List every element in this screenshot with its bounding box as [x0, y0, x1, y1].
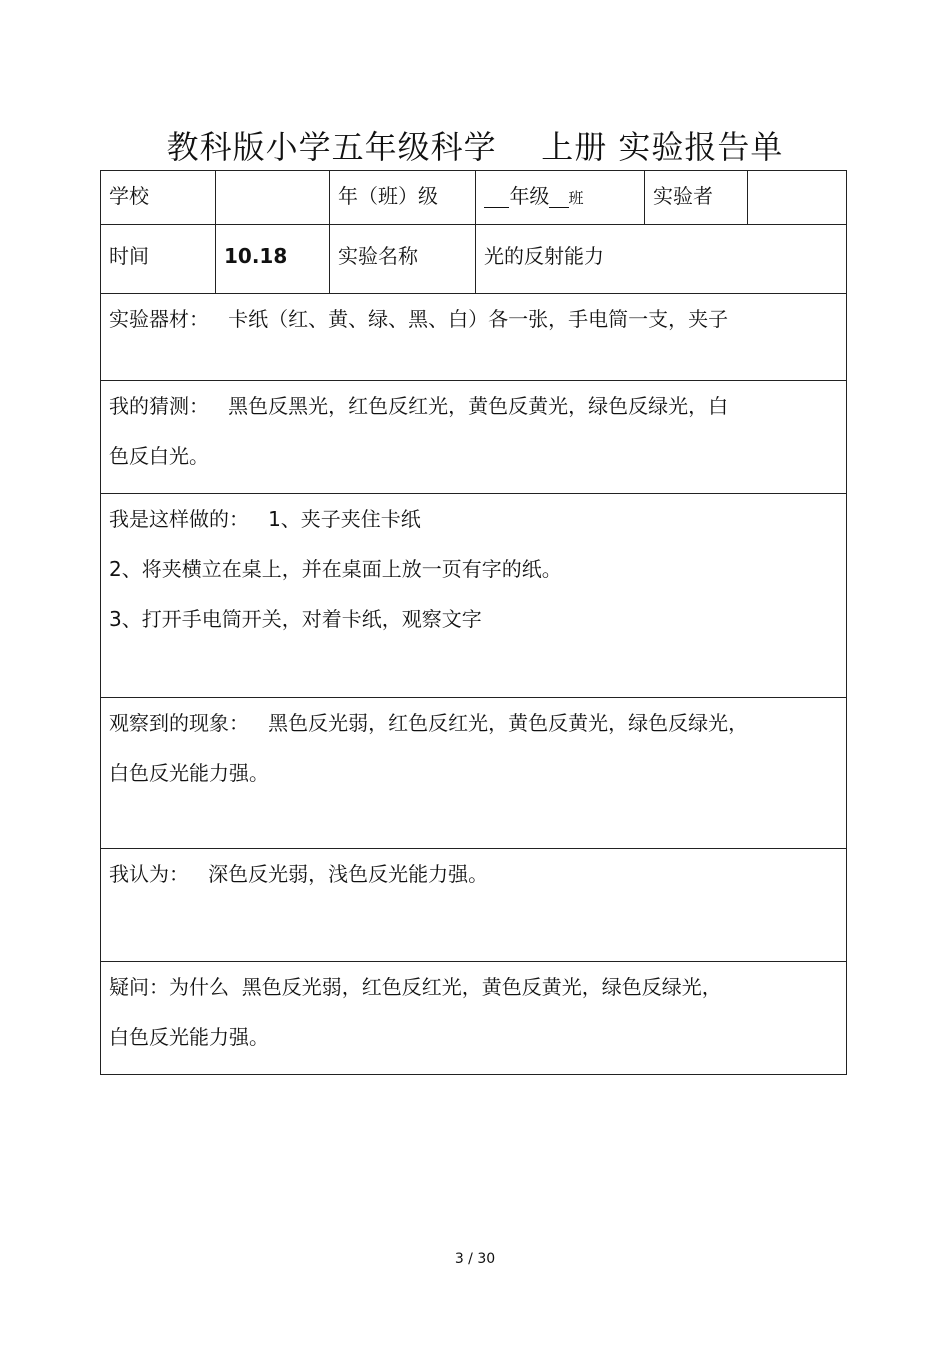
class-label: 年（班）级: [330, 171, 476, 225]
experiment-report-table: [100, 170, 847, 1075]
school-label: 学校: [101, 171, 216, 225]
experimenter-label: 实验者: [645, 171, 748, 225]
school-value[interactable]: [216, 171, 330, 225]
page-number: 3 / 30: [454, 1251, 496, 1267]
procedure-line-2: 2、将夹横立在桌上，并在桌面上放一页有字的纸。: [109, 557, 562, 581]
observation-cell: [101, 698, 847, 849]
class-grade: 年级: [509, 184, 550, 208]
conclusion-cell: [101, 849, 847, 962]
materials-row: [101, 294, 847, 381]
observation-line-1: 观察到的现象： 黑色反光弱，红色反红光，黄色反黄光，绿色反绿光，: [109, 711, 749, 735]
guess-cell: [101, 381, 847, 494]
conclusion-row: [101, 849, 847, 962]
observation-line-2: 白色反光能力强。: [109, 761, 269, 785]
guess-row: [101, 381, 847, 494]
question-line-2: 白色反光能力强。: [109, 1025, 269, 1049]
class-value[interactable]: [476, 171, 645, 225]
experiment-name-label: 实验名称: [330, 225, 476, 294]
question-cell: [101, 962, 847, 1075]
procedure-line-1: 我是这样做的： 1、夹子夹住卡纸: [109, 507, 421, 531]
observation-row: [101, 698, 847, 849]
guess-line-1: 我的猜测： 黑色反黑光，红色反红光，黄色反黄光，绿色反绿光，白: [109, 394, 729, 418]
question-row: [101, 962, 847, 1075]
time-value: 10.18: [216, 225, 330, 294]
document-title: 教科版小学五年级科学 上册 实验报告单: [166, 128, 784, 166]
materials-cell: [101, 294, 847, 381]
procedure-row: [101, 494, 847, 698]
experimenter-value[interactable]: [748, 171, 847, 225]
class-ban: 班: [568, 189, 584, 207]
materials-line: 实验器材： 卡纸（红、黄、绿、黑、白）各一张，手电筒一支，夹子: [109, 307, 729, 331]
header-row-2: [101, 225, 847, 294]
class-blank-before: [484, 185, 509, 208]
class-blank-mid: [549, 185, 568, 208]
experiment-name-value: 光的反射能力: [476, 225, 847, 294]
guess-line-2: 色反白光。: [109, 444, 209, 468]
procedure-line-3: 3、打开手电筒开关，对着卡纸，观察文字: [109, 607, 482, 631]
conclusion-line: 我认为： 深色反光弱，浅色反光能力强。: [109, 862, 489, 886]
header-row-1: [101, 171, 847, 225]
procedure-cell: [101, 494, 847, 698]
time-label: 时间: [101, 225, 216, 294]
question-line-1: 疑问：为什么 黑色反光弱，红色反红光，黄色反黄光，绿色反绿光，: [109, 975, 722, 999]
